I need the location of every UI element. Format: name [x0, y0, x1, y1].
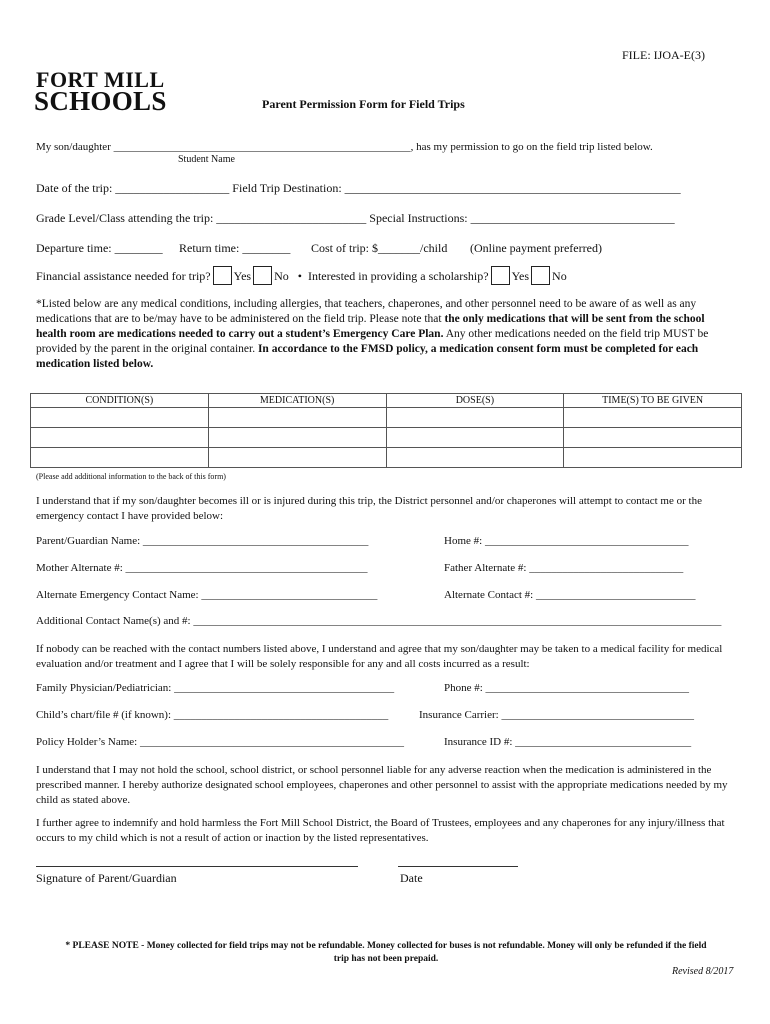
alternate-contact-number-field[interactable]: Alternate Contact #: _____________________________ [444, 589, 696, 601]
medication-cell[interactable] [208, 448, 386, 468]
medication-cell[interactable] [208, 428, 386, 448]
home-phone-field[interactable]: Home #: _____________________________________ [444, 535, 689, 547]
table-row [31, 408, 742, 428]
medical-notice-text-2: Any other medications needed on the field trip MUST be provided by the parent in the original container. [36, 328, 709, 355]
trip-date-line: Date of the trip: ___________________ Field Trip Destination: ________________________________________________________ [36, 181, 681, 195]
form-title: Parent Permission Form for Field Trips [262, 97, 465, 111]
payment-note: (Online payment preferred) [470, 241, 602, 255]
condition-cell[interactable] [31, 428, 209, 448]
guardian-name-field[interactable]: Parent/Guardian Name: _________________________________________ [36, 535, 369, 547]
financial-question: Financial assistance needed for trip? [36, 269, 211, 283]
revised-date: Revised 8/2017 [672, 966, 734, 977]
dose-cell[interactable] [386, 448, 564, 468]
scholarship-yes-checkbox[interactable] [491, 266, 510, 285]
financial-no-label: No [274, 269, 289, 283]
contact-intro: I understand that if my son/daughter becomes ill or is injured during this trip, the District personnel and/or chaperones will attempt to contact me or the emergency contact I have provided below: [36, 495, 702, 522]
time-cell[interactable] [564, 448, 742, 468]
date-label: Date [400, 871, 423, 885]
indemnify-text: I further agree to indemnify and hold harmless the Fort Mill School District, the Board of Trustees, employees and any chaperones for any injury/illness that occurs to my child which is not a result of action or inaction by the listed representatives. [36, 817, 725, 844]
grade-level-line: Grade Level/Class attending the trip: _________________________ Special Instructions: __________________________________ [36, 211, 675, 225]
scholarship-yes-label: Yes [511, 269, 530, 283]
scholarship-question: Interested in providing a scholarship? [307, 269, 489, 283]
time-cell[interactable] [564, 408, 742, 428]
insurance-carrier-field[interactable]: Insurance Carrier: ___________________________________ [419, 709, 694, 721]
dose-cell[interactable] [386, 428, 564, 448]
policy-holder-field[interactable]: Policy Holder’s Name: ________________________________________________ [36, 736, 404, 748]
dose-cell[interactable] [386, 408, 564, 428]
bullet: • [297, 269, 302, 283]
financial-assistance-row [36, 266, 567, 285]
signature-line[interactable] [36, 866, 358, 867]
medical-notice-bold-2: In accordance to the FMSD policy, a medication consent form must be completed for each medication listed below. [36, 343, 699, 370]
liability-text: I understand that I may not hold the school, school district, or school personnel liable for any adverse reaction when the medication is administered in the prescribed manner. I hereby authorize designated school employees, chaperones and other personnel to assist with the appropriate medications needed by my child as stated above. [36, 764, 728, 806]
table-row [31, 448, 742, 468]
refund-note-line-1: * PLEASE NOTE - Money collected for field trips may not be refundable. Money collected for buses is not refundable. Money will only be refunded if the field [65, 941, 707, 951]
date-line[interactable] [398, 866, 518, 867]
refund-note-line-2: trip has not been prepaid. [333, 954, 439, 964]
mother-alternate-field[interactable]: Mother Alternate #: ____________________________________________ [36, 562, 368, 574]
insurance-id-field[interactable]: Insurance ID #: ________________________________ [444, 736, 692, 748]
medical-notice-text-1: *Listed below are any medical conditions, including allergies, that teachers, chaperones, and other personnel need to be aware of as well as any medications that are to be/may have to be administered on the field trip. Please note that [36, 298, 697, 325]
medication-table [30, 393, 742, 468]
alternate-emergency-contact-field[interactable]: Alternate Emergency Contact Name: ________________________________ [36, 589, 378, 601]
additional-contacts-field[interactable]: Additional Contact Name(s) and #: ________________________________________________________________________________________________ [36, 615, 722, 627]
student-name-caption: Student Name [178, 154, 235, 165]
departure-time: Departure time: ________ [36, 241, 163, 255]
logo-line-1: FORT MILL [36, 67, 165, 92]
financial-yes-label: Yes [233, 269, 252, 283]
header-doses: DOSE(S) [386, 394, 564, 408]
time-cell[interactable] [564, 428, 742, 448]
condition-cell[interactable] [31, 408, 209, 428]
scholarship-no-label: No [552, 269, 567, 283]
medical-notice-bold-1: the only medications that will be sent from the school health room are medications needed to carry out a student’s Emergency Care Plan. [36, 313, 705, 340]
physician-field[interactable]: Family Physician/Pediatrician: ________________________________________ [36, 682, 395, 694]
physician-phone-field[interactable]: Phone #: _____________________________________ [444, 682, 690, 694]
signature-label: Signature of Parent/Guardian [36, 871, 177, 885]
header-medications: MEDICATION(S) [208, 394, 386, 408]
logo-line-2: SCHOOLS [34, 86, 167, 116]
medication-cell[interactable] [208, 408, 386, 428]
financial-no-checkbox[interactable] [253, 266, 272, 285]
table-footnote: (Please add additional information to the back of this form) [36, 472, 226, 481]
scholarship-no-checkbox[interactable] [531, 266, 550, 285]
financial-yes-checkbox[interactable] [213, 266, 232, 285]
chart-number-field[interactable]: Child’s chart/file # (if known): _______________________________________ [36, 709, 389, 721]
medication-table-header [31, 394, 742, 408]
table-row [31, 428, 742, 448]
header-times: TIME(S) TO BE GIVEN [564, 394, 742, 408]
father-alternate-field[interactable]: Father Alternate #: ____________________________ [444, 562, 684, 574]
medical-evaluation-text: If nobody can be reached with the contact numbers listed above, I understand and agree that my son/daughter may be taken to a medical facility for medical evaluation and/or treatment and I agree that I will be solely responsible for any and all costs incurred as a result: [36, 643, 723, 670]
file-code: FILE: IJOA-E(3) [622, 48, 705, 62]
student-line: My son/daughter ______________________________________________________, has my permission to go on the field trip listed below. [36, 141, 653, 153]
return-time: Return time: ________ [179, 241, 291, 255]
header-conditions: CONDITION(S) [31, 394, 209, 408]
condition-cell[interactable] [31, 448, 209, 468]
trip-cost: Cost of trip: $_______/child [311, 241, 448, 255]
medical-notice [36, 297, 736, 372]
